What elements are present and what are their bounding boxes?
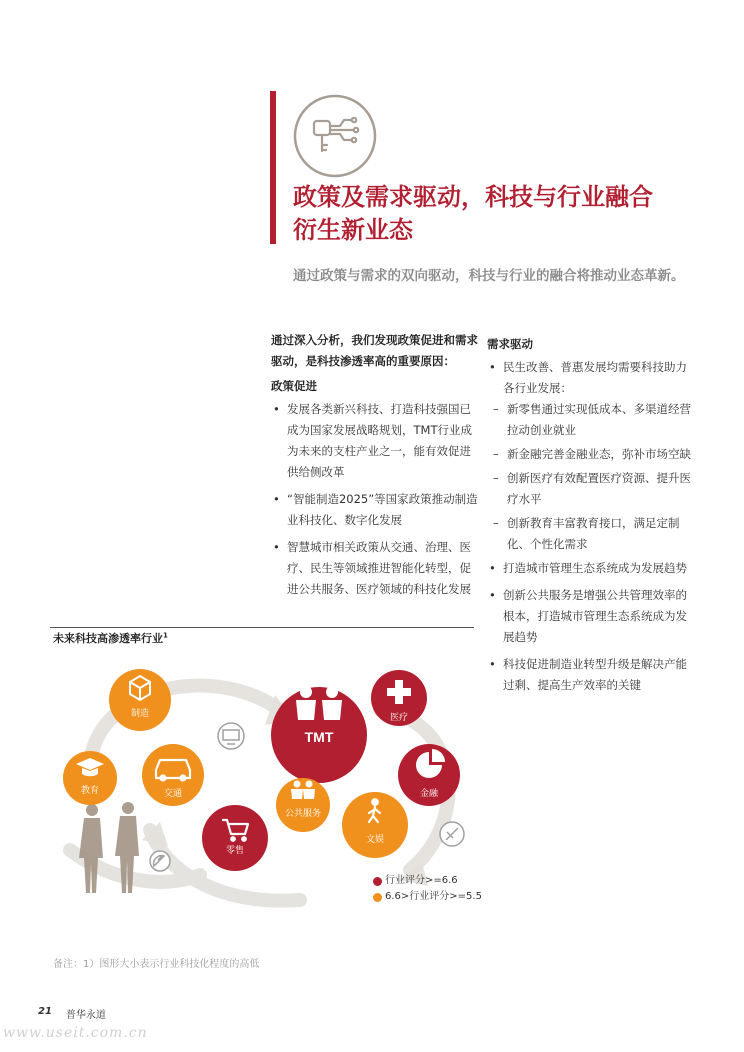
key-circuit-icon xyxy=(292,93,378,179)
footnote: 备注：1）图形大小表示行业科技化程度的高低 xyxy=(53,959,260,970)
bubble-tmt xyxy=(271,686,367,783)
title-line-2: 衍生新业态 xyxy=(293,215,413,244)
demand-heading: 需求驱动 xyxy=(487,337,533,351)
right-column xyxy=(487,330,697,702)
legend-label: 6.6>行业评分>=5.5 xyxy=(385,891,482,902)
policy-heading: 政策促进 xyxy=(271,379,317,393)
list-item: • 科技促进制造业转型升级是解决产能过剩、提高生产效率的关键 xyxy=(487,654,697,696)
bubble-manufacturing xyxy=(109,669,171,731)
bubble-label: TMT xyxy=(304,729,334,745)
list-item: • 智慧城市相关政策从交通、治理、医疗、民生等领域推进智能化转型，促进公共服务、医疗领域的科技化发展 xyxy=(271,537,479,600)
sub-list-wrapper xyxy=(487,399,697,555)
chart-title xyxy=(53,630,168,646)
satellite-dish-icon xyxy=(150,851,170,871)
bubble-retail xyxy=(202,805,268,871)
chart-title-rule xyxy=(50,627,474,628)
accent-bar xyxy=(270,91,276,244)
industry-bubble-chart xyxy=(50,650,474,908)
bubble-public-service xyxy=(276,778,330,832)
bubble-label: 医疗 xyxy=(389,713,409,723)
bubble-label: 教育 xyxy=(80,786,100,796)
page-number: 21 xyxy=(38,1006,52,1017)
legend-dot-red xyxy=(373,877,382,886)
legend-dot-orange xyxy=(373,893,382,902)
policy-list xyxy=(271,399,479,600)
bubble-label: 交通 xyxy=(163,789,183,799)
list-item: • 民生改善、普惠发展均需要科技助力各行业发展： xyxy=(487,357,697,399)
bubble-medical xyxy=(371,670,427,726)
chart-title-text: 未来科技高渗透率行业 xyxy=(53,632,163,645)
list-item: • 打造城市管理生态系统成为发展趋势 xyxy=(487,558,697,579)
left-column xyxy=(271,330,479,606)
sub-list-item: – 新零售通过实现低成本、多渠道经营拉动创业就业 xyxy=(487,399,697,441)
page-footer xyxy=(38,1006,106,1021)
page-subtitle: 通过政策与需求的双向驱动，科技与行业的融合将推动业态革新。 xyxy=(293,268,685,284)
sub-list-item: – 新金融完善金融业态，弥补市场空缺 xyxy=(487,444,697,465)
bubble-label: 零售 xyxy=(225,846,245,856)
watermark: www.useit.com.cn xyxy=(3,1025,148,1041)
bubble-label: 公共服务 xyxy=(284,809,322,819)
bubble-entertainment xyxy=(342,792,408,858)
bubble-label: 制造 xyxy=(130,709,150,719)
title-line-1: 政策及需求驱动，科技与行业融合 xyxy=(293,182,653,211)
list-item: • 发展各类新兴科技、打造科技强国已成为国家发展战略规划，TMT行业成为未来的支柱产业之一，能有效促进供给侧改革 xyxy=(271,399,479,483)
sub-list-item: – 创新医疗有效配置医疗资源、提升医疗水平 xyxy=(487,468,697,510)
legend-item-high xyxy=(373,873,482,889)
bubble-transport xyxy=(142,744,204,806)
list-item: • 创新公共服务是增强公共管理效率的根本，打造城市管理生态系统成为发展趋势 xyxy=(487,585,697,648)
bubble-education xyxy=(63,751,117,805)
intro-text: 通过深入分析，我们发现政策促进和需求驱动，是科技渗透率高的重要原因： xyxy=(271,333,478,368)
legend-item-mid xyxy=(373,889,482,905)
legend-label: 行业评分>=6.6 xyxy=(385,875,458,886)
footer-text: 普华永道 xyxy=(65,1010,106,1021)
bubble-label: 金融 xyxy=(419,789,439,799)
bubble-label: 文娱 xyxy=(365,835,385,845)
chart-title-footnote: 1 xyxy=(163,631,168,640)
monitor-icon xyxy=(218,723,244,749)
chart-legend xyxy=(373,873,482,905)
page-title xyxy=(293,180,713,246)
demand-sub-list xyxy=(487,399,697,555)
bubble-finance xyxy=(398,744,460,806)
building-icon xyxy=(440,822,464,846)
list-item: • “智能制造2025”等国家政策推动制造业科技化、数字化发展 xyxy=(271,489,479,531)
sub-list-item: – 创新教育丰富教育接口，满足定制化、个性化需求 xyxy=(487,513,697,555)
demand-list xyxy=(487,357,697,696)
